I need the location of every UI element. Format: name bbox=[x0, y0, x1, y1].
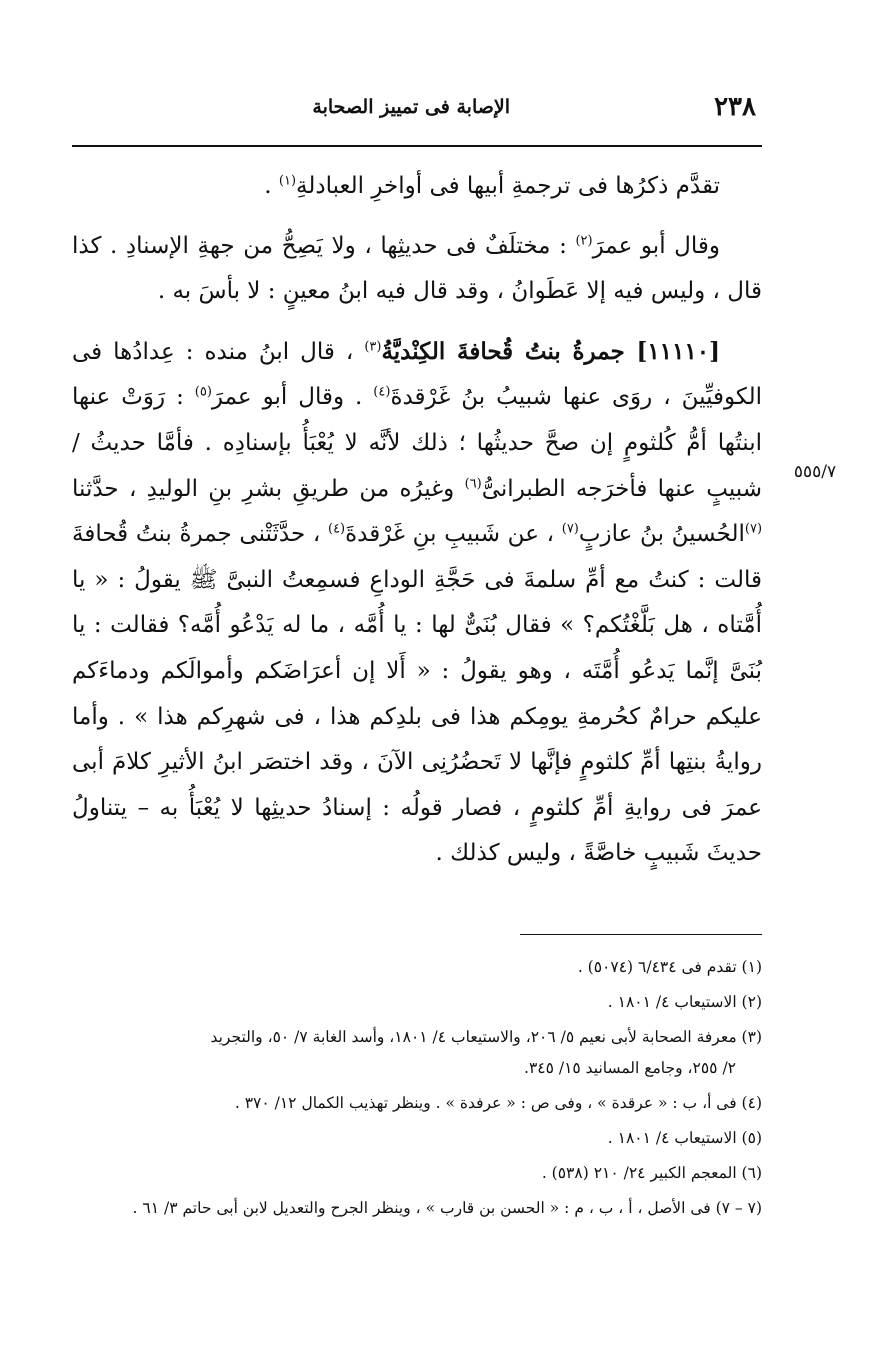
paragraph-3-s6: ، عن شَبيبِ بنِ غَرْقدةَ bbox=[345, 521, 562, 548]
footnote-ref-6: (٦) bbox=[464, 475, 482, 491]
main-text bbox=[72, 164, 762, 877]
margin-volume-page-note: ٥٥٥/٧ bbox=[793, 462, 837, 482]
paragraph-3-s7: ، حدَّثَتْنى جمرةُ بنتُ قُحافةَ قالت : كنتُ مع أمِّ سلمةَ فى حَجَّةِ الوداعِ فسمِعتُ النبىَّ ﷺ يقولُ : « يا أُمَّتاه ، هل بَلَّغْتُكم؟ » فقال بُنَىٌّ لها : يا أُمَّه ، ما له يَدْعُو أُمَّه؟ فقالت : يا بُنَىَّ إنَّما يَدعُو أُمَّتَه ، وهو يقولُ : « أَلا إن أعرَاضَكم وأموالَكم ودماءَكم عليكم حرامٌ كحُرمةِ يومِكم هذا فى بلدِكم هذا ، فى شهرِكم هذا » . وأما روايةُ بنتِها أمِّ كلثومٍ فإنَّها لا تَحضُرُنِى الآنَ ، وقد اختصَر ابنُ الأثيرِ كلامَ أبى عمرَ فى روايةِ أمِّ كلثومٍ ، فصار قولُه : إسنادُ حديثِها لا يُعْبَأُ به – يتناولُ حديثَ شَبيبٍ خاصَّةً ، وليس كذلك . bbox=[72, 521, 762, 867]
footnote-ref-4: (٤) bbox=[373, 384, 391, 400]
paragraph-3 bbox=[72, 329, 762, 877]
paragraph-3-s5: الحُسينُ بنُ عازبٍ bbox=[578, 521, 745, 548]
paragraph-2-b: : مختلَفٌ فى حديثِها ، ولا يَصِحُّ من جهةِ الإسنادِ . كذا قال ، وليس فيه إلا عَطَوانُ ، وقد قال فيه ابنُ معينٍ : لا بأسَ به . bbox=[72, 232, 762, 305]
footnote-2: (٢) الاستيعاب ٤/ ١٨٠١ . bbox=[607, 993, 762, 1011]
footnote-ref-7-close: (٧) bbox=[561, 521, 579, 537]
footnote-ref-7-open: (٧) bbox=[744, 521, 763, 537]
paragraph-3-s3: : رَوَتْ عنها ابنتُها أمُّ كُلثومٍ إن صحَّ حديثُها ؛ ذلك لأنَّه لا يُعْبَأُ بإسنادِه . فأمَّا حديثُ /شبيبٍ عنها فأخرَجه الطبرانىُّ bbox=[72, 384, 762, 502]
paragraph-3-s4: وغيرُه من طريقِ بشرِ بنِ الوليدِ ، حدَّثنا bbox=[72, 475, 465, 502]
paragraph-1 bbox=[72, 164, 762, 210]
entry-heading: [١١١١٠] جمرةُ بنتُ قُحافةَ الكِنْديَّةُ bbox=[381, 337, 720, 365]
paragraph-2 bbox=[72, 224, 762, 315]
paragraph-1-text: تقدَّم ذكرُها فى ترجمةِ أبيها فى أواخرِ العبادلةِ bbox=[296, 173, 720, 199]
footnote-3-continued: ٢/ ٢٥٥، وجامع المسانيد ١٥/ ٣٤٥. bbox=[524, 1059, 736, 1077]
page-header bbox=[72, 92, 762, 126]
running-title: الإصابة فى تمييز الصحابة bbox=[312, 96, 510, 118]
footnote-ref-2: (٢) bbox=[575, 232, 593, 248]
footnote-4: (٤) فى أ، ب : « عرقدة » ، وفى ص : « عرفدة » . وينظر تهذيب الكمال ١٢/ ٣٧٠ . bbox=[234, 1094, 762, 1112]
footnote-ref-1: (١) bbox=[278, 173, 297, 189]
footnote-7: (٧ – ٧) فى الأصل ، أ ، ب ، م : « الحسن بن قارب » ، وينظر الجرح والتعديل لابن أبى حاتم ٣/ ٦١ . bbox=[132, 1199, 762, 1217]
paragraph-1-end: . bbox=[264, 173, 279, 199]
footnote-3: (٣) معرفة الصحابة لأبى نعيم ٥/ ٢٠٦، والاستيعاب ٤/ ١٨٠١، وأسد الغابة ٧/ ٥٠، والتجريد bbox=[210, 1028, 762, 1046]
footnote-ref-4-second: (٤) bbox=[327, 521, 346, 537]
footnote-ref-3: (٣) bbox=[364, 339, 382, 355]
page-number: ٢٣٨ bbox=[714, 92, 756, 122]
footnote-rule bbox=[520, 934, 762, 935]
footnote-5: (٥) الاستيعاب ٤/ ١٨٠١ . bbox=[607, 1129, 762, 1147]
footnote-1: (١) تقدم فى ٦/٤٣٤ (٥٠٧٤) . bbox=[577, 958, 762, 976]
paragraph-3-s2: . وقال أبو عمرَ bbox=[211, 384, 374, 411]
footnote-6: (٦) المعجم الكبير ٢٤/ ٢١٠ (٥٣٨) . bbox=[541, 1164, 762, 1182]
header-rule bbox=[72, 145, 762, 147]
paragraph-2-a: وقال أبو عمرَ bbox=[592, 232, 721, 259]
footnote-ref-5: (٥) bbox=[194, 384, 212, 400]
paragraph-3-s1: ، قال ابنُ منده : عِدادُها فى الكوفيِّينَ ، روَى عنها شبيبُ بنُ غَرْقدةَ bbox=[72, 338, 762, 411]
footnotes bbox=[72, 952, 762, 1228]
